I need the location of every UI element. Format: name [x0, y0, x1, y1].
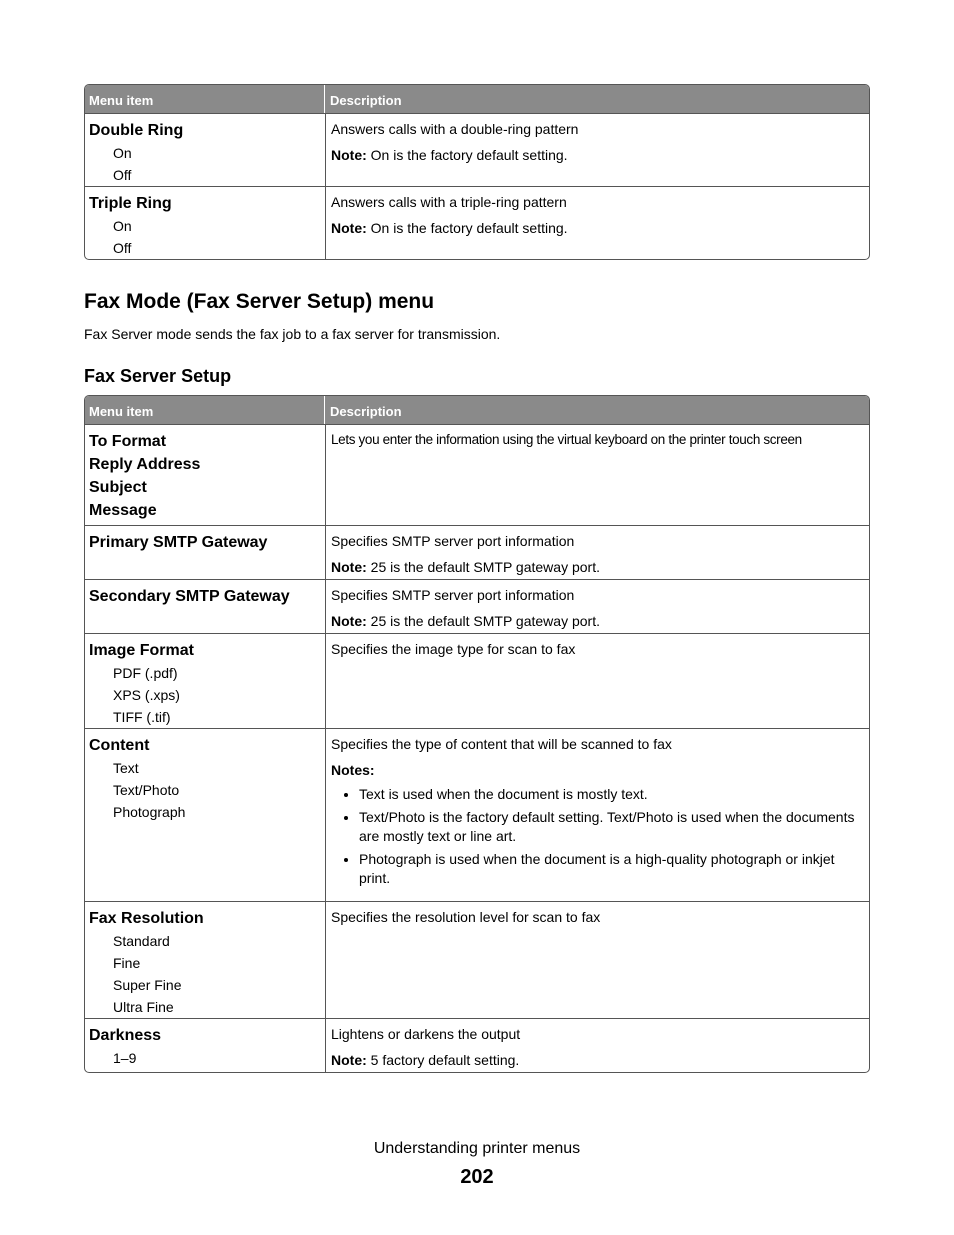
table-row	[85, 525, 869, 579]
menu-item-name: Image Format	[89, 642, 194, 659]
menu-option: PDF (.pdf)	[113, 665, 178, 681]
menu-option: Off	[113, 167, 132, 183]
fax-server-setup-table	[84, 395, 870, 1073]
table-row	[85, 424, 869, 525]
table-header	[85, 85, 869, 113]
note-label: Note:	[331, 613, 367, 629]
list-item: • Text/Photo is the factory default setting. Text/Photo is used when the documents are mostly text or line art.	[359, 808, 865, 846]
note-label: Note:	[331, 1052, 367, 1068]
notes-list	[331, 785, 865, 888]
menu-item-header: Menu item	[85, 396, 325, 424]
table-row	[85, 728, 869, 901]
menu-option: Photograph	[113, 804, 186, 820]
table-row	[85, 1018, 869, 1072]
description-text: Lightens or darkens the output	[331, 1026, 521, 1042]
note-label: Note:	[331, 559, 367, 575]
note-text: On is the factory default setting.	[366, 147, 568, 163]
menu-option: Ultra Fine	[113, 999, 174, 1015]
menu-item-name: Message	[89, 502, 157, 519]
description-text: Lets you enter the information using the virtual keyboard on the printer touch screen	[331, 432, 802, 447]
description-text: Answers calls with a triple-ring pattern	[331, 194, 567, 210]
menu-item-name: Primary SMTP Gateway	[89, 534, 268, 551]
menu-option: Text/Photo	[113, 782, 180, 798]
list-item: • Text is used when the document is mostly text.	[359, 785, 865, 804]
table-header	[85, 396, 869, 424]
menu-item-name: Secondary SMTP Gateway	[89, 588, 290, 605]
description-text: Specifies the resolution level for scan to fax	[331, 909, 601, 925]
menu-option: TIFF (.tif)	[113, 709, 171, 725]
menu-item-header: Menu item	[85, 85, 325, 113]
menu-item-name: Subject	[89, 479, 147, 496]
menu-item-name: To Format	[89, 433, 167, 450]
page-number: 202	[460, 1166, 494, 1188]
note-label: Note:	[331, 147, 367, 163]
menu-item-name: Double Ring	[89, 122, 184, 139]
table-row	[85, 579, 869, 633]
table-row	[85, 186, 869, 259]
section-intro: Fax Server mode sends the fax job to a fax server for transmission.	[84, 326, 501, 342]
note-text: 25 is the default SMTP gateway port.	[366, 559, 600, 575]
list-item: • Photograph is used when the document is a high-quality photograph or inkjet print.	[359, 850, 865, 888]
menu-option: Fine	[113, 955, 141, 971]
description-header: Description	[330, 93, 402, 108]
menu-option: Super Fine	[113, 977, 182, 993]
menu-option: Standard	[113, 933, 170, 949]
footer-label: Understanding printer menus	[373, 1140, 581, 1157]
menu-item-name: Triple Ring	[89, 195, 172, 212]
menu-item-name: Darkness	[89, 1027, 162, 1044]
description-text: Answers calls with a double-ring pattern	[331, 121, 579, 137]
description-header: Description	[330, 404, 402, 419]
note-text: 5 factory default setting.	[366, 1052, 520, 1068]
table-row	[85, 113, 869, 186]
section-title: Fax Mode (Fax Server Setup) menu	[84, 290, 435, 313]
subsection-title: Fax Server Setup	[84, 366, 232, 386]
ring-table	[84, 84, 870, 260]
menu-option: 1–9	[113, 1050, 137, 1066]
menu-option: Off	[113, 240, 132, 256]
menu-item-name: Reply Address	[89, 456, 201, 473]
menu-option: XPS (.xps)	[113, 687, 180, 703]
description-text: Specifies the image type for scan to fax	[331, 641, 576, 657]
note-text: On is the factory default setting.	[366, 220, 568, 236]
menu-item-name: Content	[89, 737, 150, 754]
notes-label: Notes:	[331, 762, 375, 778]
table-row	[85, 633, 869, 728]
description-text: Specifies the type of content that will be scanned to fax	[331, 736, 672, 752]
description-text: Specifies SMTP server port information	[331, 533, 575, 549]
menu-item-name: Fax Resolution	[89, 910, 204, 927]
table-row	[85, 901, 869, 1018]
menu-option: Text	[113, 760, 139, 776]
description-text: Specifies SMTP server port information	[331, 587, 575, 603]
menu-option: On	[113, 218, 132, 234]
menu-option: On	[113, 145, 132, 161]
note-text: 25 is the default SMTP gateway port.	[366, 613, 600, 629]
note-label: Note:	[331, 220, 367, 236]
